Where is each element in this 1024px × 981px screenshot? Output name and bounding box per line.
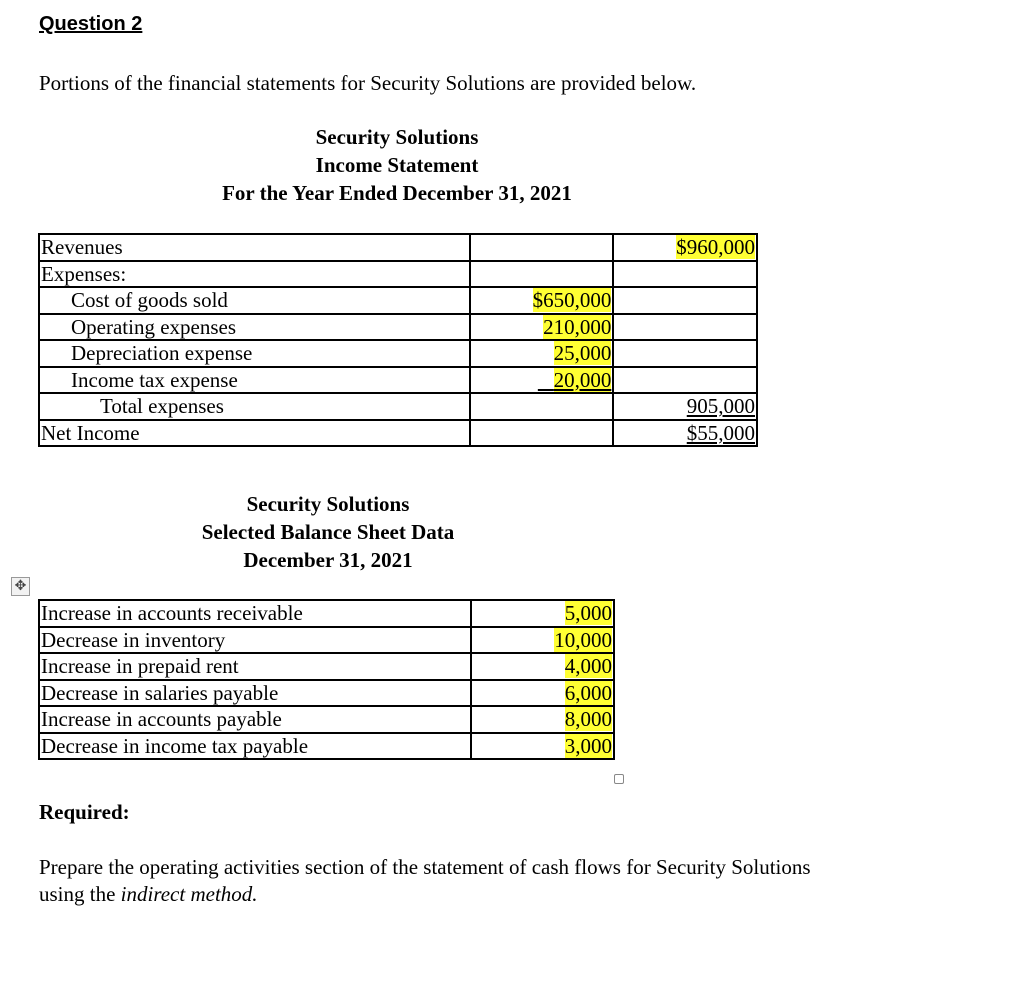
net-income-value: $55,000: [686, 420, 755, 445]
income-statement-table: [38, 233, 758, 447]
table-row: [39, 234, 757, 261]
row-label: Increase in accounts payable: [39, 706, 471, 733]
required-label: Required:: [39, 800, 130, 824]
row-label: Increase in prepaid rent: [39, 653, 471, 680]
row-label: Increase in accounts receivable: [39, 600, 471, 627]
row-label: Income tax expense: [39, 367, 470, 394]
row-value: 8,000: [564, 707, 612, 732]
table-row: [39, 706, 614, 733]
table-row: [39, 314, 757, 341]
table-row: [39, 287, 757, 314]
row-value: 5,000: [564, 601, 612, 626]
row-value: 10,000: [554, 627, 612, 652]
table-row: [39, 340, 757, 367]
row-label: Total expenses: [39, 393, 470, 420]
balance-sheet-table: [38, 599, 615, 760]
row-value: 6,000: [564, 680, 612, 705]
row-label: Expenses:: [39, 261, 470, 288]
row-label: Decrease in income tax payable: [39, 733, 471, 760]
table-move-handle-icon[interactable]: ✥: [11, 577, 30, 596]
balance-sheet-header: [128, 490, 528, 574]
depreciation-value: 25,000: [553, 341, 612, 366]
row-label: Cost of goods sold: [39, 287, 470, 314]
table-row: [39, 393, 757, 420]
statement-title: Selected Balance Sheet Data: [201, 520, 455, 544]
table-row: [39, 627, 614, 654]
company-name: Security Solutions: [315, 125, 479, 149]
tax-value: 20,000: [553, 367, 612, 392]
intro-text: Portions of the financial statements for Security Solutions are provided below.: [39, 71, 697, 95]
row-label: Decrease in inventory: [39, 627, 471, 654]
required-text: [39, 854, 811, 908]
company-name: Security Solutions: [246, 492, 410, 516]
row-value: 4,000: [564, 654, 612, 679]
table-row: [39, 733, 614, 760]
cogs-value: $650,000: [532, 288, 612, 313]
table-row: [39, 420, 757, 447]
row-label: Net Income: [39, 420, 470, 447]
required-line-2: using the: [39, 882, 121, 906]
opex-value: 210,000: [543, 314, 612, 339]
row-value: 3,000: [564, 733, 612, 758]
row-label: Revenues: [39, 234, 470, 261]
required-line-1: Prepare the operating activities section of the statement of cash flows for Security Solutions: [39, 855, 811, 879]
question-title: Question 2: [39, 13, 143, 35]
table-row: [39, 600, 614, 627]
statement-title: Income Statement: [315, 153, 479, 177]
required-method: indirect method.: [120, 882, 258, 906]
row-label: Decrease in salaries payable: [39, 680, 471, 707]
table-resize-handle[interactable]: [614, 774, 624, 784]
total-expenses-value: 905,000: [686, 394, 755, 419]
table-row: [39, 367, 757, 394]
table-row: [39, 261, 757, 288]
revenue-value: $960,000: [676, 235, 755, 260]
statement-period: For the Year Ended December 31, 2021: [222, 181, 572, 205]
statement-date: December 31, 2021: [243, 548, 413, 572]
table-row: [39, 680, 614, 707]
row-label: Depreciation expense: [39, 340, 470, 367]
row-label: Operating expenses: [39, 314, 470, 341]
table-row: [39, 653, 614, 680]
income-statement-header: [197, 123, 597, 207]
